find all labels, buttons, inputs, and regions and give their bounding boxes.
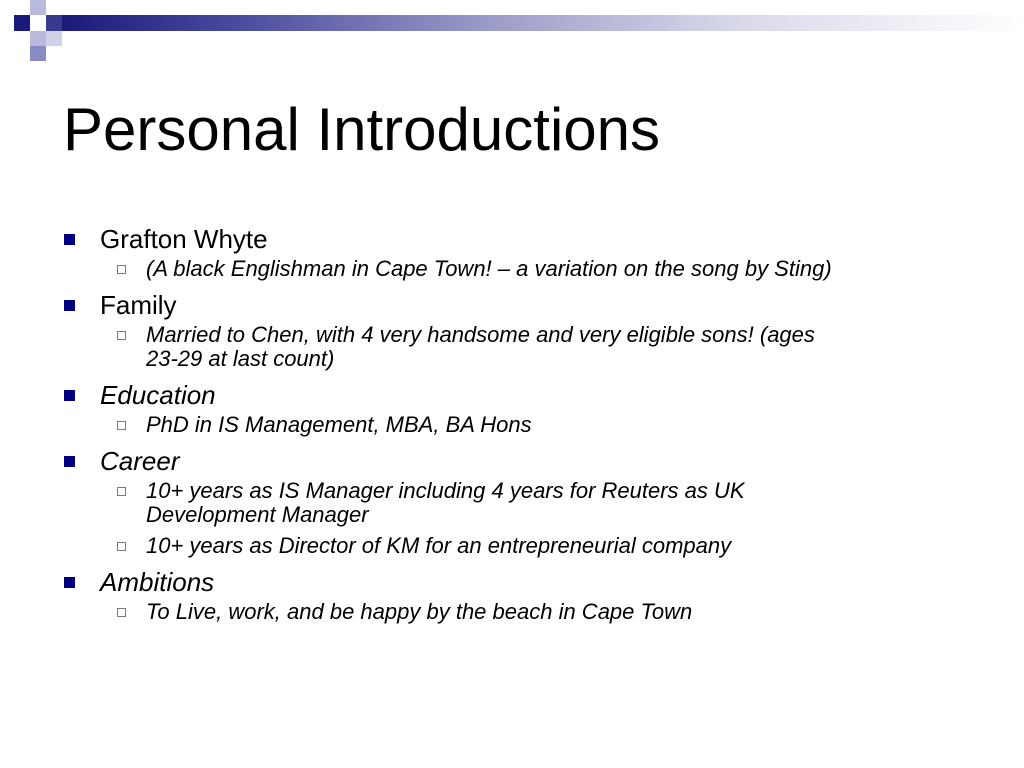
sub-bullet-item: To Live, work, and be happy by the beach in Cape Town	[146, 599, 693, 624]
bullet-item: Education	[100, 380, 216, 410]
bullet-item: Ambitions	[100, 567, 215, 597]
hollow-square-bullet-icon	[117, 331, 126, 340]
bullet-square-icon	[64, 456, 75, 467]
sub-bullet-item: 10+ years as IS Manager including 4 years for Reuters as UK	[146, 478, 745, 503]
sub-bullet-item: Development Manager	[146, 502, 369, 527]
hollow-square-bullet-icon	[117, 487, 126, 496]
bullet-item: Grafton Whyte	[100, 224, 268, 254]
hollow-square-bullet-icon	[117, 542, 126, 551]
sub-bullet-item: (A black Englishman in Cape Town! – a variation on the song by Sting)	[146, 256, 832, 281]
hollow-square-bullet-icon	[117, 421, 126, 430]
sub-bullet-item: 10+ years as Director of KM for an entrepreneurial company	[146, 533, 732, 558]
sub-bullet-item: PhD in IS Management, MBA, BA Hons	[146, 412, 532, 437]
hollow-square-bullet-icon	[117, 265, 126, 274]
bullet-square-icon	[64, 577, 75, 588]
bullet-item: Family	[100, 290, 177, 320]
bullet-item: Career	[100, 446, 180, 476]
sub-bullet-item: Married to Chen, with 4 very handsome and very eligible sons! (ages	[146, 322, 815, 347]
bullet-square-icon	[64, 234, 75, 245]
slide-title: Personal Introductions	[63, 96, 661, 163]
hollow-square-bullet-icon	[117, 608, 126, 617]
sub-bullet-item: 23-29 at last count)	[146, 346, 335, 371]
bullet-square-icon	[64, 390, 75, 401]
bullet-square-icon	[64, 300, 75, 311]
